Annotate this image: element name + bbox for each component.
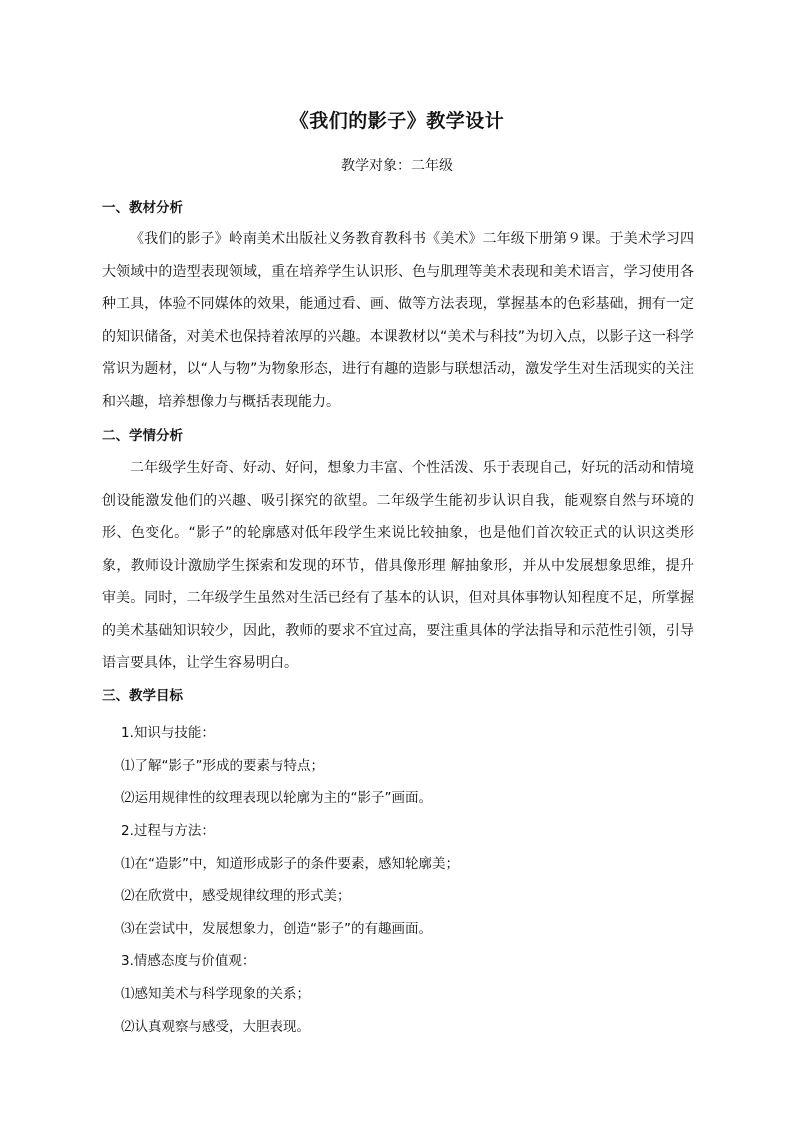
goal-item: 1.知识与技能： [121,725,215,741]
goal-item: ⑴在“造影”中，知道形成影子的条件要素，感知轮廓美； [121,856,459,872]
goal-item: ⑵在欣赏中，感受规律纹理的形式美； [121,888,351,904]
section-heading-student-analysis: 二、学情分析 [102,428,183,444]
goal-item: ⑵运用规律性的纹理表现以轮廓为主的“影子”画面。 [121,790,432,806]
goal-item: ⑵认真观察与感受，大胆表现。 [121,1019,310,1035]
goal-item: 3.情感态度与价值观： [121,953,256,969]
student-analysis-paragraph: 二年级学生好奇、好动、好问，想象力丰富、个性活泼、乐于表现自己，好玩的活动和情境创设能激发他们的兴趣、吸引探究的欲望。二年级学生能初步认识自我，能观察自然与环境的形、色变化。“影子”的轮廓感对低年段学生来说比较抽象，也是他们首次较正式的认识这类形象，教师设计激励学生探索和发现的环节，借具像形理 解抽象形，并从中发展想象思维，提升审美。同时，二年级学生虽然对生活已经有了基本的认识，但对具体事物认知程度不足，所掌握的美术基础知识较少，因此，教师的要求不宜过高，要注重具体的学法指导和示范性引领，引导语言要具体，让学生容易明白。 [102,460,694,671]
teaching-target: 教学对象：二年级 [341,158,453,174]
textbook-analysis-paragraph: 《我们的影子》岭南美术出版社义务教育教科书《美术》二年级下册第９课。于美术学习四大领域中的造型表现领域，重在培养学生认识形、色与肌理等美术表现和美术语言，学习使用各种工具，体验不同媒体的效果，能通过看、画、做等方法表现，掌握基本的色彩基础，拥有一定的知识储备，对美术也保持着浓厚的兴趣。本课教材以“美术与科技”为切入点，以影子这一科学常识为题材，以“人与物”为物象形态，进行有趣的造影与联想活动，激发学生对生活现实的关注和兴趣，培养想像力与概括表现能力。 [102,231,694,410]
goal-item: 2.过程与方法： [121,823,215,839]
document-title: 《我们的影子》教学设计 [289,110,505,132]
section-heading-teaching-goals: 三、教学目标 [102,688,183,704]
goal-item: ⑴了解“影子”形成的要素与特点； [121,758,324,774]
goal-item: ⑴感知美术与科学现象的关系； [121,986,310,1002]
goal-item: ⑶在尝试中，发展想象力，创造“影子”的有趣画面。 [121,921,432,937]
section-heading-textbook-analysis: 一、教材分析 [102,200,183,216]
